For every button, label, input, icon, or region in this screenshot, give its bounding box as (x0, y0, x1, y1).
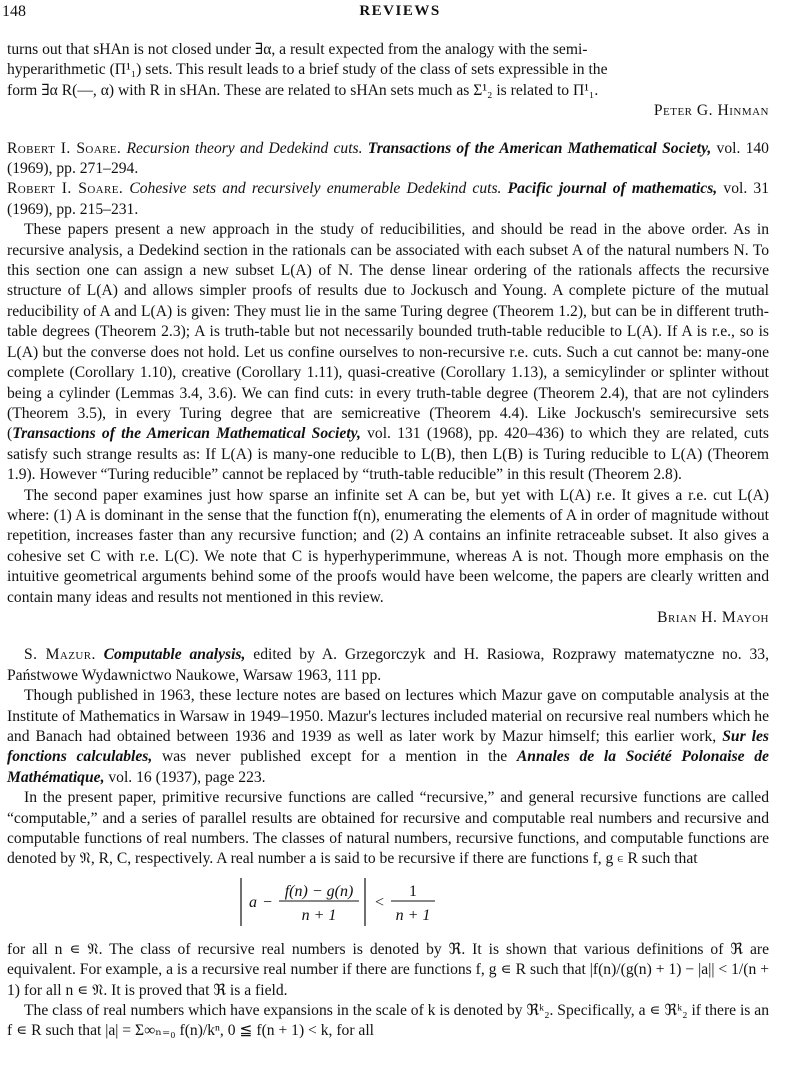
citation-journal: Transactions of the American Mathematical Society, (367, 139, 712, 157)
citation-details: edited by A. Grzegorczyk and H. Rasiowa, Rozprawy matematyczne no. 33, Państwowe Wydawnictwo Naukowe, Warsaw 1963, 111 pp. (7, 646, 769, 684)
text-line: turns out that sHAn is not closed under ∃α, a result expected from the analogy with the semi- (7, 41, 588, 58)
citation-title: Cohesive sets and recursively enumerable Dedekind cuts. (129, 180, 502, 198)
citation-journal: Pacific journal of mathematics, (507, 180, 718, 198)
formula-one: 1 (409, 882, 417, 900)
formula-numerator: f(n) − g(n) (284, 882, 354, 900)
paragraph-text: vol. 131 (1968), pp. 420–436) to which they are related, cuts satisfy such strange results as: If L(A) is many-one reducible to L(B), then L(B) is Turing reducible to L(A) (Theorem 1.9). However “Turing reducible” cannot be replaced by “truth-table reducible” in this result (Theorem 2.8). (7, 425, 769, 484)
inline-title: Sur les fonctions calculables, (7, 728, 769, 766)
citation-soare-2 (7, 179, 769, 220)
formula-minus: − (263, 893, 273, 911)
running-head: REVIEWS (359, 3, 441, 19)
formula-lt: < (375, 893, 385, 911)
formula-denominator: n + 1 (301, 906, 337, 924)
review-paragraph: The class of real numbers which have expansions in the scale of k is denoted by ℜᵏ₂. Specifically, a ∊ ℜᵏ₂ if there is an f ∊ R such that |a| = Σ∞ₙ₌₀ f(n)/kⁿ, 0 ≦ f(n + 1) < k, for all (7, 1002, 769, 1040)
citation-mazur (7, 645, 769, 686)
display-formula (7, 870, 769, 940)
text-line: hyperarithmetic (Π¹₁) sets. This result leads to a brief study of the class of sets expressible in the (7, 61, 608, 79)
page-header (0, 3, 800, 23)
review-hinman-tail (7, 40, 769, 122)
citation-details: vol. 140 (1969), pp. 271–294. (7, 139, 769, 178)
citation-soare-1 (7, 139, 769, 180)
page-body (7, 40, 769, 1042)
review-paragraph: for all n ∊ 𝔑. The class of recursive real numbers is denoted by ℜ. It is shown that various definitions of ℜ are equivalent. For example, a is a recursive real number if there are functions f, g ∊ R such that |f(n)/(g(n) + 1) − |a|| < 1/(n + 1) for all n ∊ 𝔑. It is proved that ℜ is a field. (7, 940, 769, 999)
paragraph-text: vol. 16 (1937), page 223. (104, 768, 266, 786)
section-gap (7, 628, 769, 645)
review-paragraph: The second paper examines just how sparse an infinite set A can be, but yet with L(A) r.e. It gives a r.e. cut L(A) where: (1) A is dominant in the sense that the function f(n), enumerating the elements of A in order of magnitude without repetition, increases faster than any recursive function; and (2) A contains an infinite retraceable subset. It also gives a cohesive set C with r.e. L(C). We note that C is hyperhyperimmune, whereas A is not. Though more emphasis on the intuitive geometrical arguments behind some of the proofs would have been welcome, the papers are clearly written and contain many ideas and results not mentioned in this review. (7, 486, 769, 606)
formula-denominator-2: n + 1 (395, 906, 431, 924)
formula-svg (7, 870, 769, 940)
citation-title: Computable analysis, (103, 646, 246, 664)
page-number: 148 (2, 3, 26, 20)
review-paragraph (7, 220, 769, 485)
inline-journal: Transactions of the American Mathematical Society, (12, 425, 361, 443)
section-gap (7, 122, 769, 139)
reviewer-signature: Brian H. Mayoh (657, 608, 769, 626)
citation-author: Robert I. Soare. (7, 139, 122, 157)
citation-details: vol. 31 (1969), pp. 215–231. (7, 180, 769, 218)
formula-a: a (249, 893, 257, 911)
review-mazur (7, 645, 769, 1042)
reviewer-signature: Peter G. Hinman (653, 102, 769, 120)
paragraph-text: was never published except for a mention in the (152, 748, 517, 766)
paragraph-text: Though published in 1963, these lecture notes are based on lectures which Mazur gave on computable analysis at the Institute of Mathematics in Warsaw in 1949–1950. Mazur's lectures included material on recursive real numbers which he and Banach had obtained between 1936 and 1939 as well as later work by Mazur himself; this earlier work, (7, 687, 769, 745)
citation-author: Robert I. Soare. (7, 180, 124, 198)
text-line: form ∃α R(—, α) with R in sHAn. These are related to sHAn sets much as Σ¹₂ is related to Π¹₁. (7, 81, 599, 99)
inline-journal: Annales de la Société Polonaise de Mathématique, (7, 748, 769, 786)
citation-author: S. Mazur. (24, 646, 96, 664)
review-paragraph (7, 686, 769, 788)
review-soare (7, 139, 769, 629)
paragraph-text: These papers present a new approach in the study of reducibilities, and should be read in the above order. As in recursive analysis, a Dedekind section in the rationals can be associated with each subset A of the natural numbers N. To this section one can assign a new subset L(A) of N. The dense linear ordering of the rationals affects the recursive structure of L(A) and allows simpler proofs of results due to Jockusch and Young. A complete picture of the mutual reducibility of A and L(A) is given: They must lie in the same Turing degree (Theorem 1.2), but can be in different truth-table degrees (Theorem 2.3); A is truth-table but not necessarily bounded truth-table reducible to L(A). If A is r.e., so is L(A) but the converse does not hold. Let us confine ourselves to non-recursive r.e. cuts. Such a cut cannot be: many-one complete (Corollary 1.10), creative (Corollary 1.11), quasi-creative (Corollary 1.13), a semicylinder or splinter without being a cylinder (Lemmas 3.4, 3.6). We can find cuts: in every truth-table degree (Theorem 2.4), that are not cylinders (Theorem 3.5), in every Turing degree that are semicreative (Theorem 4.4). Like Jockusch's semirecursive sets ( (7, 221, 769, 443)
citation-title: Recursion theory and Dedekind cuts. (126, 139, 363, 157)
review-paragraph: In the present paper, primitive recursive functions are called “recursive,” and general recursive functions are called “computable,” and a series of parallel results are obtained for recursive and computable real numbers and recursive and computable functions of real numbers. The classes of natural numbers, recursive functions, and computable functions are denoted by 𝔑, R, C, respectively. A real number a is said to be recursive if there are functions f, g ∊ R such that (7, 789, 769, 868)
